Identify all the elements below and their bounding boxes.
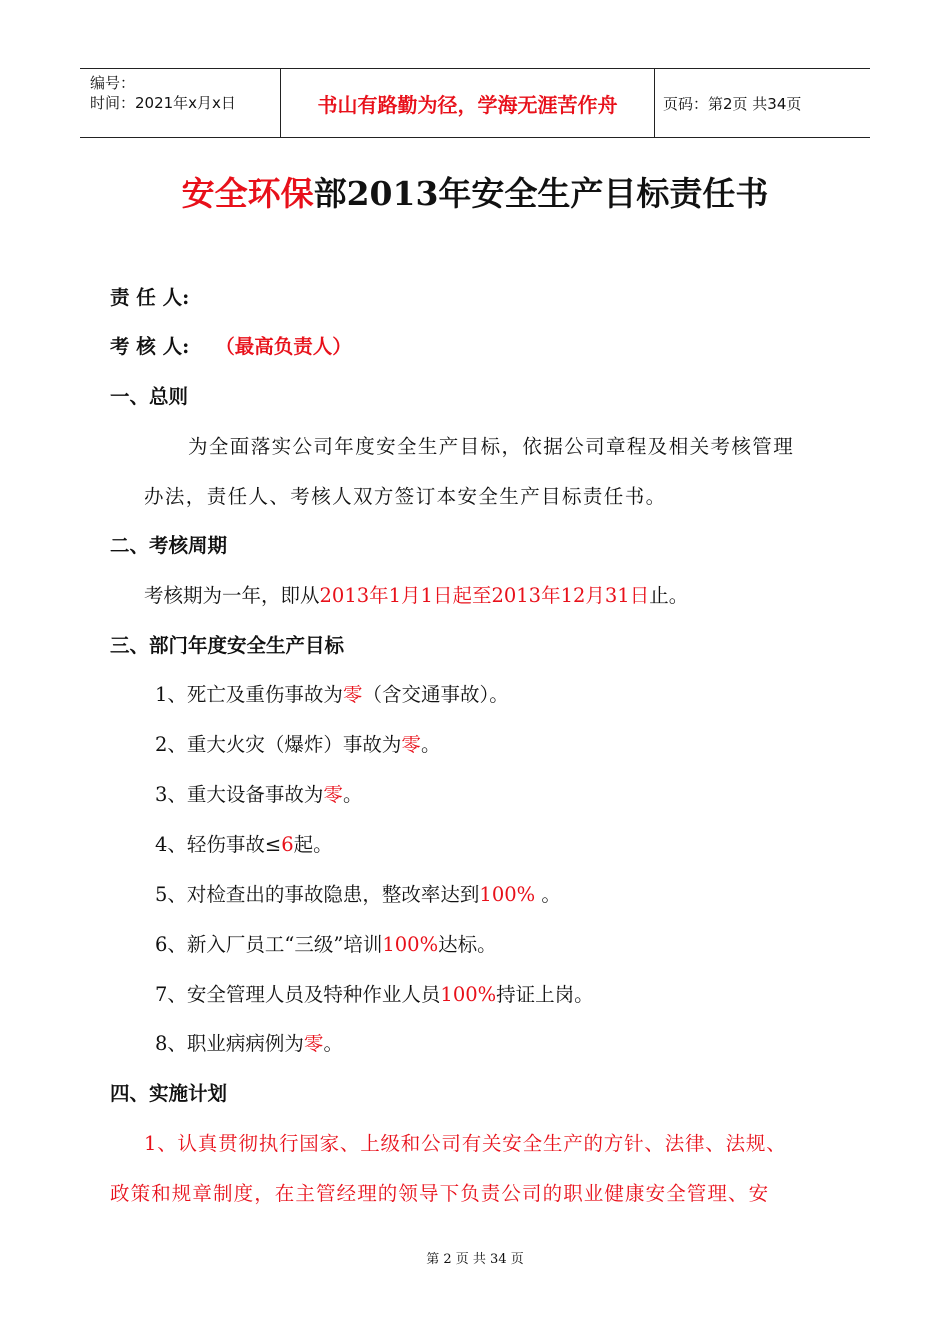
target-item-suffix: 起。: [293, 833, 333, 856]
target-item-suffix: 。: [342, 783, 363, 806]
section-2-heading: 二、考核周期: [110, 534, 228, 557]
section-3-heading: 三、部门年度安全生产目标: [110, 634, 345, 657]
header-date-label: 时间：2021年x月x日: [90, 94, 236, 112]
target-item-value: 零: [401, 733, 421, 756]
target-item-suffix: （含交通事故）。: [362, 683, 509, 706]
target-item-text: 4、轻伤事故≤: [155, 833, 282, 856]
period-prefix: 考核期为一年，即从: [144, 584, 320, 607]
target-item-text: 1、死亡及重伤事故为: [155, 683, 343, 706]
target-item: [155, 929, 497, 957]
target-item-text: 7、安全管理人员及特种作业人员: [155, 983, 441, 1006]
target-item-suffix: 。: [535, 883, 561, 906]
responsible-person-label: 责 任 人:: [110, 286, 190, 309]
document-header: [80, 68, 870, 138]
header-page-label: 页码：第2页 共34页: [663, 94, 802, 113]
target-item-text: 6、新入厂员工“三级”培训: [155, 933, 383, 956]
title-rest: 部2013年安全生产目标责任书: [313, 174, 769, 213]
section-1-paragraph-line1: 为全面落实公司年度安全生产目标，依据公司章程及相关考核管理: [188, 435, 795, 458]
title-department: 安全环保: [181, 174, 314, 213]
target-item-text: 2、重大火灾（爆炸）事故为: [155, 733, 402, 756]
header-left-cell: [80, 69, 280, 137]
target-item-value: 100%: [440, 983, 497, 1006]
target-item: [155, 979, 594, 1007]
target-item-value: 零: [303, 1032, 324, 1055]
period-suffix: 止。: [649, 584, 689, 607]
target-item-suffix: 。: [420, 733, 441, 756]
document-title: [0, 168, 950, 215]
target-item: [155, 1028, 343, 1056]
section-1-heading: 一、总则: [110, 385, 189, 408]
section-1-paragraph-line2: 办法，责任人、考核人双方签订本安全生产目标责任书。: [144, 485, 667, 508]
target-item-text: 5、对检查出的事故隐患，整改率达到: [155, 883, 480, 906]
assessor-label: 考 核 人:: [110, 335, 190, 358]
target-item-text: 8、职业病病例为: [155, 1032, 304, 1055]
target-item-value: 6: [281, 833, 294, 856]
target-item: [155, 779, 362, 807]
target-item-suffix: 。: [323, 1032, 343, 1055]
target-item-value: 100%: [382, 933, 439, 956]
period-dates: 2013年1月1日起至2013年12月31日: [319, 584, 650, 607]
section-2-period-line: [144, 580, 688, 608]
section-4-paragraph-line1: 1、认真贯彻执行国家、上级和公司有关安全生产的方针、法律、法规、: [144, 1132, 787, 1155]
target-item: [155, 879, 561, 907]
section-4-paragraph-line2: 政策和规章制度，在主管经理的领导下负责公司的职业健康安全管理、安: [110, 1182, 770, 1205]
target-item-value: 零: [342, 683, 363, 706]
target-item-value: 零: [323, 783, 343, 806]
section-4-heading: 四、实施计划: [110, 1082, 228, 1105]
page-footer: 第 2 页 共 34 页: [426, 1252, 524, 1267]
target-item-suffix: 持证上岗。: [496, 983, 594, 1006]
target-item-value: 100%: [479, 883, 536, 906]
target-item-suffix: 达标。: [438, 933, 497, 956]
target-item: [155, 729, 440, 757]
assessor-value: （最高负责人）: [215, 335, 352, 358]
target-item-text: 3、重大设备事故为: [155, 783, 324, 806]
header-number-label: 编号：: [90, 74, 136, 92]
target-item: [155, 829, 333, 857]
target-item: [155, 679, 509, 707]
header-motto: 书山有路勤为径，学海无涯苦作舟: [280, 69, 655, 137]
assessor-line: [110, 331, 352, 359]
